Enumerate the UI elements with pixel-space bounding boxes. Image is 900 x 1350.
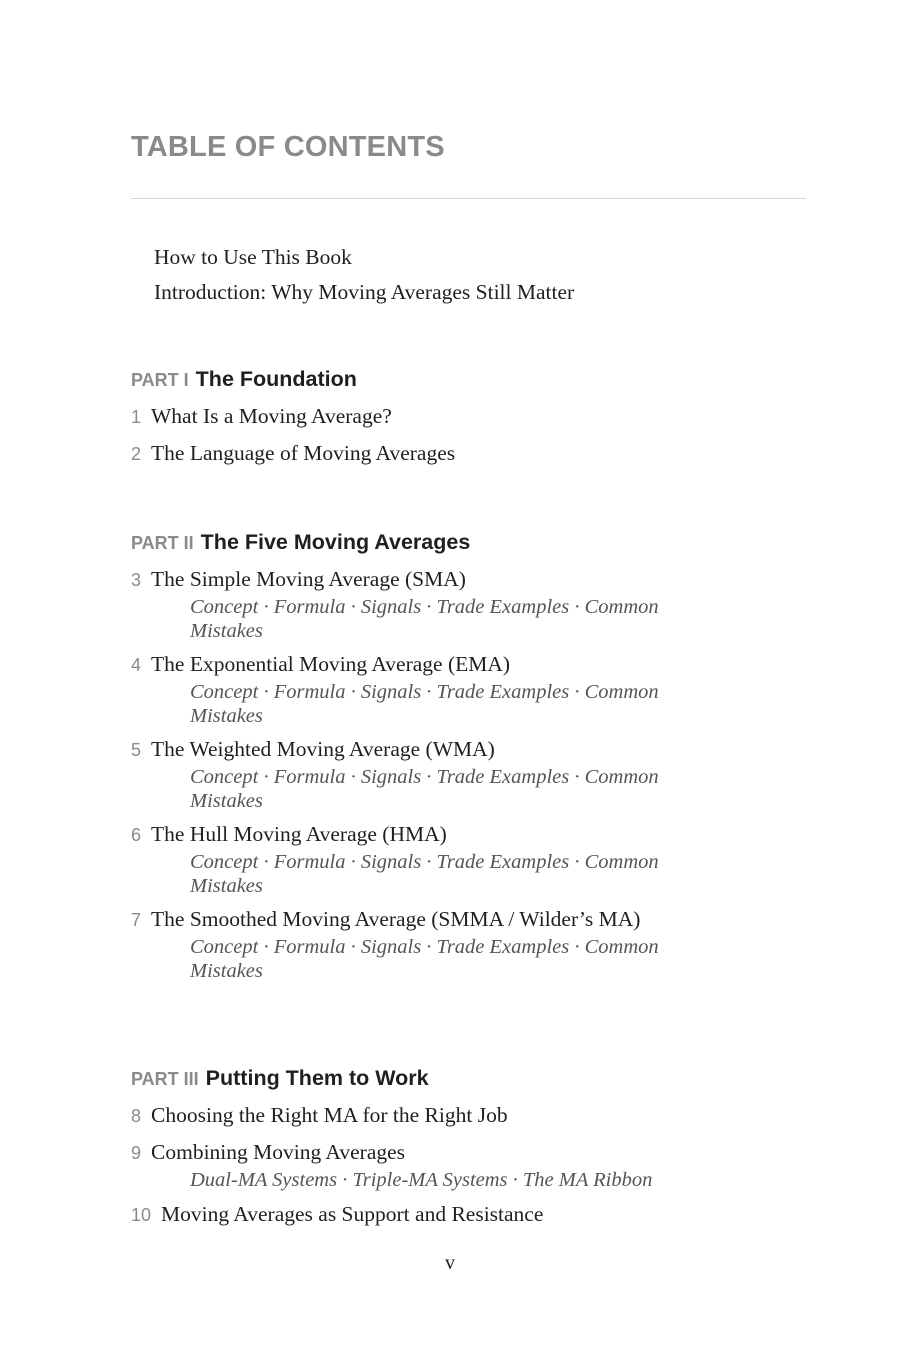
chapter-entry[interactable] [131, 1137, 771, 1193]
chapter-entry[interactable] [131, 819, 771, 898]
chapter-title: The Hull Moving Average (HMA) [151, 822, 447, 846]
chapter-title: Moving Averages as Support and Resistance [161, 1201, 544, 1226]
chapter-subtopics: Concept · Formula · Signals · Trade Examples · Common Mistakes [190, 681, 659, 727]
chapter-title: The Exponential Moving Average (EMA) [151, 652, 511, 676]
chapter-subtopics: Concept · Formula · Signals · Trade Examples · Common Mistakes [190, 596, 659, 642]
chapter-title: The Weighted Moving Average (WMA) [151, 737, 495, 761]
chapter-number: 4 [131, 655, 142, 675]
front-matter-list [154, 240, 574, 310]
part-label: PART I [131, 370, 189, 390]
front-matter-item[interactable]: Introduction: Why Moving Averages Still Matter [154, 280, 575, 304]
chapter-title: Combining Moving Averages [151, 1140, 406, 1164]
chapter-entry[interactable] [131, 904, 771, 983]
part-label: PART II [131, 533, 194, 553]
chapter-entry[interactable] [131, 438, 771, 469]
chapter-title: The Language of Moving Averages [151, 441, 456, 465]
chapter-number: 10 [131, 1204, 152, 1225]
heading-divider [131, 198, 806, 199]
chapter-number: 3 [131, 570, 142, 590]
toc-heading: TABLE OF CONTENTS [131, 131, 445, 163]
chapter-entry[interactable] [131, 649, 771, 728]
chapter-entry[interactable] [131, 1100, 771, 1131]
chapter-entry[interactable] [131, 564, 771, 643]
chapter-title: The Simple Moving Average (SMA) [151, 567, 466, 591]
chapter-entry[interactable] [131, 734, 771, 813]
chapter-subtopics: Concept · Formula · Signals · Trade Examples · Common Mistakes [190, 936, 659, 982]
chapter-subtopics: Concept · Formula · Signals · Trade Examples · Common Mistakes [190, 766, 659, 812]
part-header [131, 1066, 771, 1094]
part-title: The Five Moving Averages [200, 530, 471, 554]
chapter-number: 9 [131, 1143, 142, 1163]
part-header [131, 530, 771, 558]
part-label: PART III [131, 1069, 199, 1089]
chapter-entry[interactable] [131, 1199, 771, 1230]
page-number: v [445, 1252, 455, 1274]
chapter-subtopics: Dual-MA Systems · Triple-MA Systems · The MA Ribbon [190, 1169, 653, 1191]
front-matter-item[interactable]: How to Use This Book [154, 245, 352, 269]
chapter-title: What Is a Moving Average? [151, 404, 392, 428]
chapter-title: The Smoothed Moving Average (SMMA / Wilder’s MA) [151, 907, 641, 931]
chapter-number: 7 [131, 910, 142, 930]
part-3-section [131, 1066, 771, 1230]
chapter-subtopics: Concept · Formula · Signals · Trade Examples · Common Mistakes [190, 851, 659, 897]
chapter-number: 6 [131, 825, 142, 845]
part-title: The Foundation [195, 367, 357, 391]
chapter-entry[interactable] [131, 401, 771, 432]
chapter-number: 2 [131, 444, 142, 464]
chapter-number: 1 [131, 407, 142, 427]
part-1-section [131, 367, 771, 469]
chapter-number: 8 [131, 1106, 142, 1126]
part-header [131, 367, 771, 395]
part-title: Putting Them to Work [205, 1066, 429, 1090]
chapter-title: Choosing the Right MA for the Right Job [151, 1103, 508, 1127]
chapter-number: 5 [131, 740, 142, 760]
part-2-section [131, 530, 771, 987]
